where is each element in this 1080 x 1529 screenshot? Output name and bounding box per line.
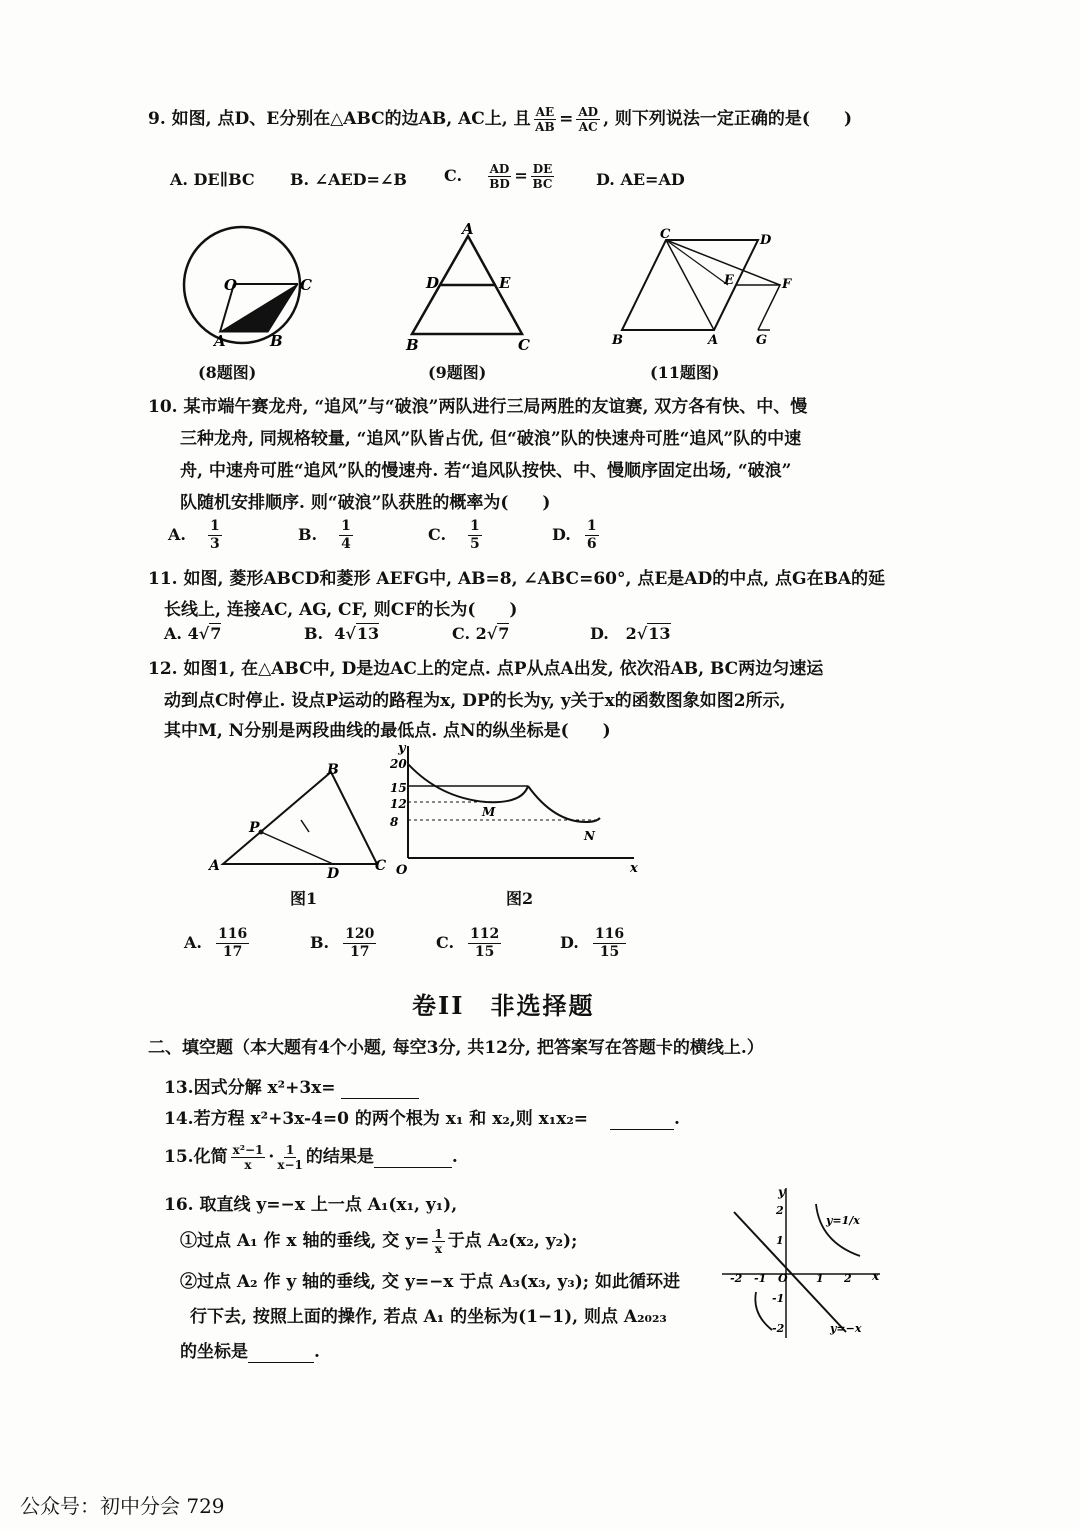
- q15: 15.化简 $\frac{\text{x²−1}}{x}$ · $\frac{1}{x-1}$ 的结果是 .: [164, 1143, 458, 1172]
- q12-line-2: 动到点C时停止. 设点P运动的路程为x, DP的长为y, y关于x的函数图象如图2所示,: [164, 691, 786, 711]
- q9-stem-b: , 则下列说法一定正确的是( ): [603, 109, 853, 129]
- q16-line-2: ①过点 A₁ 作 x 轴的垂线, 交 y= $\frac{1}{x}$ 于点 A₂(x₂, y₂);: [180, 1227, 578, 1256]
- figure-9-triangle: [400, 220, 540, 355]
- q13: [164, 1073, 419, 1099]
- caption-figure-9: (9题图): [428, 363, 487, 382]
- q10-option-c[interactable]: C. $\frac{1}{5}$: [428, 518, 480, 552]
- tick-15: 15: [390, 781, 407, 795]
- q12-figure-2-caption: 图2: [506, 889, 534, 908]
- tick-x-neg1: -1: [754, 1272, 767, 1285]
- origin-label: O: [396, 863, 408, 878]
- q9-option-b[interactable]: B. ∠AED=∠B: [290, 170, 407, 189]
- label-c: C: [300, 276, 312, 294]
- label-a: A: [209, 858, 220, 874]
- label-a: A: [462, 220, 474, 238]
- q11-line-1: 11. 如图, 菱形ABCD和菱形 AEFG中, AB=8, ∠ABC=60°, 点E是AD的中点, 点G在BA的延: [148, 569, 886, 589]
- segment-ce: [666, 240, 728, 285]
- q16-graph: [720, 1182, 890, 1342]
- q14-answer-blank[interactable]: [610, 1109, 674, 1130]
- label-o: O: [224, 276, 238, 294]
- q9-stem: 9. 如图, 点D、E分别在△ABC的边AB, AC上, 且 $\frac{AE}{AB}$ = $\frac{AD}{AC}$ , 则下列说法一定正确的是( ): [148, 105, 853, 134]
- label-y-neg-x: y=−x: [830, 1322, 862, 1335]
- q16-line-1: 16. 取直线 y=−x 上一点 A₁(x₁, y₁),: [164, 1195, 458, 1215]
- hyperbola-branch-1: [816, 1204, 860, 1256]
- tick-12: 12: [390, 797, 407, 811]
- q12-option-c[interactable]: C. $\frac{112}{15}$: [436, 926, 500, 960]
- q9-fraction-1: $\frac{AE}{AB}$: [535, 105, 555, 134]
- graph-x-label: x: [872, 1269, 880, 1283]
- triangle-abc: [223, 772, 377, 864]
- q12-option-d[interactable]: D. $\frac{116}{15}$: [560, 926, 625, 960]
- diagonal-ac: [666, 240, 714, 330]
- q12-option-b[interactable]: B. $\frac{120}{17}$: [310, 926, 375, 960]
- q10-line-3: 舟, 中速舟可胜“追风”队的慢速舟. 若“追风队按快、中、慢顺序固定出场, “破浪”: [180, 461, 792, 481]
- footer-watermark: 公众号：初中分会 729: [20, 1494, 225, 1518]
- caption-figure-11: (11题图): [650, 363, 720, 382]
- q16-line-5: 的坐标是 .: [180, 1342, 320, 1362]
- tick-x-neg2: -2: [730, 1272, 743, 1285]
- q11-option-c[interactable]: C. 2√7: [452, 624, 510, 643]
- q10-line-1: 10. 某市端午赛龙舟, “追风”与“破浪”两队进行三局两胜的友谊赛, 双方各有快、中、慢: [148, 397, 808, 417]
- label-f: F: [782, 277, 792, 292]
- q11-option-a[interactable]: A. 4√7: [164, 624, 222, 643]
- label-c: C: [375, 858, 387, 874]
- q15-answer-blank[interactable]: [374, 1147, 452, 1168]
- q16-line-4: 行下去, 按照上面的操作, 若点 A₁ 的坐标为(1−1), 则点 A₂₀₂₃: [190, 1307, 667, 1327]
- label-c: C: [518, 336, 530, 354]
- q9-option-a[interactable]: A. DE∥BC: [170, 170, 255, 189]
- label-p: P: [249, 820, 260, 836]
- label-a: A: [708, 333, 719, 348]
- tick-origin: O: [778, 1272, 788, 1285]
- tick-y-neg1: -1: [772, 1292, 785, 1305]
- caption-figure-8: (8题图): [198, 363, 257, 382]
- x-axis-label: x: [630, 861, 638, 876]
- tick-x-2: 2: [844, 1272, 852, 1285]
- tick-y-1: 1: [776, 1234, 784, 1247]
- q10-option-d[interactable]: D. $\frac{1}{6}$: [552, 518, 597, 552]
- q9-option-d[interactable]: D. AE=AD: [596, 170, 685, 189]
- q12-figure-2-graph: [390, 740, 640, 880]
- q13-text: 13.因式分解 x²+3x=: [164, 1078, 336, 1098]
- q12-option-a[interactable]: A. $\frac{116}{17}$: [184, 926, 248, 960]
- q9-option-c[interactable]: C. $\frac{AD}{BD}$ = $\frac{DE}{BC}$: [444, 162, 553, 191]
- label-m: M: [482, 805, 496, 819]
- q12-figure-1: [205, 760, 390, 880]
- label-e: E: [724, 273, 734, 288]
- q11-line-2: 长线上, 连接AC, AG, CF, 则CF的长为( ): [164, 600, 518, 620]
- tick-y-neg2: -2: [772, 1322, 785, 1335]
- line-y-neg-x: [734, 1212, 846, 1332]
- tick-20: 20: [390, 757, 407, 771]
- y-axis-label: y: [398, 741, 406, 756]
- label-b: B: [270, 332, 283, 350]
- label-d: D: [327, 866, 340, 880]
- label-c: C: [660, 227, 671, 242]
- q9-stem-a: 9. 如图, 点D、E分别在△ABC的边AB, AC上, 且: [148, 109, 531, 129]
- q16-line-3: ②过点 A₂ 作 y 轴的垂线, 交 y=−x 于点 A₃(x₃, y₃); 如此循环进: [180, 1272, 680, 1292]
- figure-11-rhombus: [610, 222, 800, 352]
- q16-answer-blank[interactable]: [248, 1342, 314, 1363]
- curve-segment-2: [528, 786, 600, 822]
- label-e: E: [499, 274, 511, 292]
- label-n: N: [584, 829, 595, 843]
- section-2-heading: 二、填空题（本大题有4个小题, 每空3分, 共12分, 把答案写在答题卡的横线上.）: [148, 1038, 764, 1058]
- label-d: D: [426, 274, 440, 292]
- q11-option-d[interactable]: D. 2√13: [590, 624, 671, 643]
- segment-dp: [261, 832, 333, 864]
- q14-text: 14.若方程 x²+3x-4=0 的两个根为 x₁ 和 x₂,则 x₁x₂=: [164, 1109, 589, 1129]
- label-d: D: [760, 233, 772, 248]
- label-b: B: [406, 336, 419, 354]
- label-y-inv-x: y=1/x: [826, 1214, 860, 1227]
- q10-option-a[interactable]: A. $\frac{1}{3}$: [168, 518, 220, 552]
- q14: 14.若方程 x²+3x-4=0 的两个根为 x₁ 和 x₂,则 x₁x₂= .: [164, 1109, 680, 1129]
- label-a: A: [214, 332, 226, 350]
- q11-option-b[interactable]: B. 4√13: [304, 624, 380, 643]
- q12-line-1: 12. 如图1, 在△ABC中, D是边AC上的定点. 点P从点A出发, 依次沿AB, BC两边匀速运: [148, 659, 824, 679]
- q10-line-2: 三种龙舟, 同规格较量, “追风”队皆占优, 但“破浪”队的快速舟可胜“追风”队的中速: [180, 429, 802, 449]
- q10-option-b[interactable]: B. $\frac{1}{4}$: [298, 518, 351, 552]
- q12-line-3: 其中M, N分别是两段曲线的最低点. 点N的纵坐标是( ): [164, 721, 611, 741]
- q12-figure-1-caption: 图1: [290, 889, 318, 908]
- figure-8-circle: [170, 220, 330, 350]
- hyperbola-branch-2: [755, 1292, 772, 1330]
- label-b: B: [612, 333, 623, 348]
- tick-8: 8: [390, 815, 399, 829]
- tick-mark: [301, 820, 309, 832]
- tick-x-1: 1: [816, 1272, 824, 1285]
- label-g: G: [756, 333, 768, 348]
- q13-answer-blank[interactable]: [341, 1078, 419, 1099]
- tick-y-2: 2: [776, 1204, 784, 1217]
- q10-line-4: 队随机安排顺序. 则“破浪”队获胜的概率为( ): [180, 493, 551, 513]
- curve-segment-1: [408, 764, 528, 802]
- graph-y-label: y: [778, 1185, 785, 1199]
- label-b: B: [327, 762, 339, 778]
- section-2-title: 卷II 非选择题: [412, 991, 595, 1020]
- q9-fraction-2: $\frac{AD}{AC}$: [578, 105, 599, 134]
